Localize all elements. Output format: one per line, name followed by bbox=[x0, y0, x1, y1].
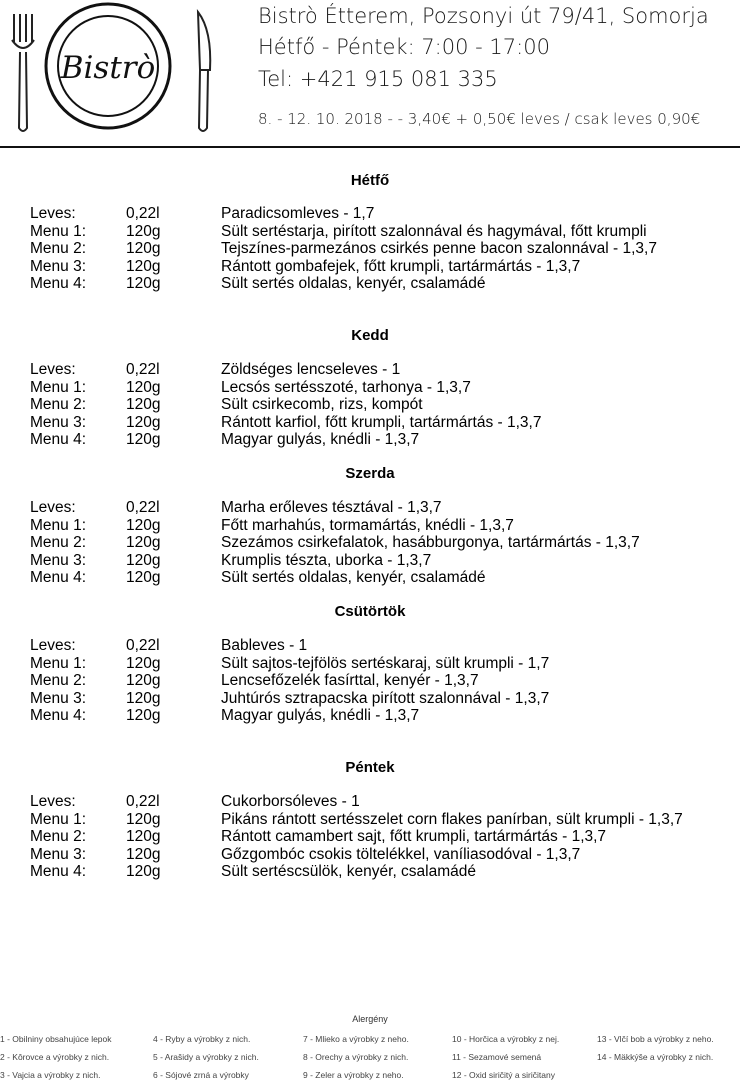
menu-row bbox=[30, 258, 730, 276]
day-title-monday: Hétfő bbox=[350, 172, 390, 189]
menu-row bbox=[30, 223, 730, 241]
row-quantity: 120g bbox=[126, 378, 161, 396]
row-label: Leves: bbox=[30, 361, 76, 378]
header-price-info: 8. - 12. 10. 2018 - - 3,40€ + 0,50€ leves / csak leves 0,90€ bbox=[258, 110, 701, 128]
day-title-friday: Péntek bbox=[345, 759, 395, 776]
row-label: Menu 2: bbox=[30, 396, 87, 413]
row-dish: Magyar gulyás, knédli - 1,3,7 bbox=[221, 431, 420, 448]
bistro-logo bbox=[0, 0, 250, 140]
row-dish: Sült sajtos-tejfölös sertéskaraj, sült krumpli - 1,7 bbox=[221, 654, 550, 672]
allergen-item: 11 - Sezamové semená bbox=[452, 1052, 542, 1062]
allergen-item: 4 - Ryby a výrobky z nich. bbox=[153, 1034, 251, 1044]
menu-row bbox=[30, 569, 730, 587]
row-dish: Cukorborsóleves - 1 bbox=[221, 793, 360, 810]
row-dish: Főtt marhahús, tormamártás, knédli - 1,3,7 bbox=[221, 516, 514, 534]
page-header bbox=[0, 0, 740, 150]
row-quantity: 0,22l bbox=[126, 637, 160, 654]
menu-row bbox=[30, 707, 730, 725]
day-title-tuesday: Kedd bbox=[351, 327, 389, 344]
menu-row bbox=[30, 672, 730, 690]
menu-row bbox=[30, 240, 730, 258]
row-quantity: 120g bbox=[126, 672, 161, 689]
row-quantity: 120g bbox=[126, 275, 161, 292]
menu-row bbox=[30, 431, 730, 449]
menu-row bbox=[30, 534, 730, 552]
row-dish: Rántott karfiol, főtt krumpli, tartármártás - 1,3,7 bbox=[221, 413, 542, 431]
row-dish: Sült sertés oldalas, kenyér, csalamádé bbox=[221, 275, 486, 292]
row-label: Menu 4: bbox=[30, 569, 87, 586]
allergen-item: 13 - Vlčí bob a výrobky z neho. bbox=[597, 1034, 714, 1044]
menu-row bbox=[30, 396, 730, 414]
menu-row bbox=[30, 499, 730, 517]
row-dish: Sült sertéscsülök, kenyér, csalamádé bbox=[221, 863, 477, 880]
row-label: Menu 1: bbox=[30, 516, 87, 534]
row-label: Leves: bbox=[30, 793, 76, 810]
row-dish: Pikáns rántott sertésszelet corn flakes panírban, sült krumpli - 1,3,7 bbox=[221, 810, 683, 828]
row-dish: Sült sertés oldalas, kenyér, csalamádé bbox=[221, 569, 486, 586]
menu-row bbox=[30, 414, 730, 432]
allergen-item: 8 - Orechy a výrobky z nich. bbox=[303, 1052, 409, 1062]
day-menu-tuesday bbox=[30, 361, 730, 449]
row-label: Menu 3: bbox=[30, 413, 87, 431]
knife-icon bbox=[198, 12, 210, 131]
row-dish: Marha erőleves tésztával - 1,3,7 bbox=[221, 499, 442, 516]
row-label: Menu 4: bbox=[30, 707, 87, 724]
row-label: Menu 2: bbox=[30, 240, 87, 257]
row-label: Menu 1: bbox=[30, 378, 87, 396]
row-quantity: 120g bbox=[126, 845, 161, 863]
menu-row bbox=[30, 655, 730, 673]
row-dish: Paradicsomleves - 1,7 bbox=[221, 205, 375, 222]
allergen-item: 9 - Zeler a výrobky z neho. bbox=[303, 1070, 404, 1080]
menu-row bbox=[30, 275, 730, 293]
row-quantity: 120g bbox=[126, 516, 161, 534]
menu-row bbox=[30, 552, 730, 570]
row-dish: Szezámos csirkefalatok, hasábburgonya, tartármártás - 1,3,7 bbox=[221, 534, 640, 551]
logo-text: Bistrò bbox=[60, 50, 156, 86]
row-label: Menu 3: bbox=[30, 551, 87, 569]
row-label: Menu 2: bbox=[30, 672, 87, 689]
menu-row bbox=[30, 361, 730, 379]
row-dish: Magyar gulyás, knédli - 1,3,7 bbox=[221, 707, 420, 724]
row-quantity: 120g bbox=[126, 863, 161, 880]
allergen-item: 12 - Oxid siričitý a siričitany bbox=[452, 1070, 555, 1080]
allergen-item: 3 - Vajcia a výrobky z nich. bbox=[0, 1070, 101, 1080]
row-label: Menu 4: bbox=[30, 275, 87, 292]
row-dish: Tejszínes-parmezános csirkés penne bacon szalonnával - 1,3,7 bbox=[221, 240, 657, 257]
row-quantity: 120g bbox=[126, 413, 161, 431]
row-dish: Sült csirkecomb, rizs, kompót bbox=[221, 396, 423, 413]
header-address: Bistrò Étterem, Pozsonyi út 79/41, Somorja bbox=[258, 4, 709, 28]
day-title-wednesday: Szerda bbox=[345, 465, 395, 482]
row-label: Menu 4: bbox=[30, 431, 87, 448]
row-quantity: 0,22l bbox=[126, 205, 160, 222]
row-quantity: 120g bbox=[126, 257, 161, 275]
row-quantity: 120g bbox=[126, 534, 161, 551]
row-dish: Bableves - 1 bbox=[221, 637, 308, 654]
allergen-item: 7 - Mlieko a výrobky z neho. bbox=[303, 1034, 409, 1044]
row-dish: Lecsós sertésszoté, tarhonya - 1,3,7 bbox=[221, 378, 471, 396]
header-divider bbox=[0, 146, 740, 148]
day-menu-monday bbox=[30, 205, 730, 293]
row-label: Menu 2: bbox=[30, 534, 87, 551]
menu-row bbox=[30, 379, 730, 397]
row-dish: Krumplis tészta, uborka - 1,3,7 bbox=[221, 551, 432, 569]
allergen-item: 10 - Horčica a výrobky z nej. bbox=[452, 1034, 560, 1044]
row-quantity: 120g bbox=[126, 222, 161, 240]
row-label: Menu 1: bbox=[30, 654, 87, 672]
header-hours: Hétfő - Péntek: 7:00 - 17:00 bbox=[258, 35, 550, 59]
row-quantity: 120g bbox=[126, 431, 161, 448]
row-quantity: 0,22l bbox=[126, 361, 160, 378]
row-quantity: 120g bbox=[126, 689, 161, 707]
row-quantity: 120g bbox=[126, 654, 161, 672]
allergen-title: Alergény bbox=[352, 1014, 388, 1024]
row-label: Leves: bbox=[30, 205, 76, 222]
menu-row bbox=[30, 828, 730, 846]
row-dish: Juhtúrós sztrapacska pirított szalonnával - 1,3,7 bbox=[221, 689, 550, 707]
menu-row bbox=[30, 863, 730, 881]
row-label: Menu 3: bbox=[30, 257, 87, 275]
allergen-item: 5 - Arašidy a výrobky z nich. bbox=[153, 1052, 259, 1062]
menu-row bbox=[30, 517, 730, 535]
header-phone: Tel: +421 915 081 335 bbox=[258, 67, 498, 91]
day-menu-friday bbox=[30, 793, 730, 881]
allergen-item: 1 - Obilniny obsahujúce lepok bbox=[0, 1034, 112, 1044]
row-quantity: 0,22l bbox=[126, 793, 160, 810]
row-label: Menu 1: bbox=[30, 810, 87, 828]
row-label: Menu 1: bbox=[30, 222, 87, 240]
fork-icon bbox=[12, 14, 34, 131]
row-quantity: 120g bbox=[126, 569, 161, 586]
row-quantity: 120g bbox=[126, 240, 161, 257]
day-menu-thursday bbox=[30, 637, 730, 725]
row-quantity: 120g bbox=[126, 707, 161, 724]
row-quantity: 0,22l bbox=[126, 499, 160, 516]
row-quantity: 120g bbox=[126, 810, 161, 828]
row-label: Menu 3: bbox=[30, 689, 87, 707]
row-label: Menu 4: bbox=[30, 863, 87, 880]
menu-row bbox=[30, 637, 730, 655]
row-dish: Zöldséges lencseleves - 1 bbox=[221, 361, 401, 378]
day-menu-wednesday bbox=[30, 499, 730, 587]
row-dish: Lencsefőzelék fasírttal, kenyér - 1,3,7 bbox=[221, 672, 479, 689]
allergen-item: 2 - Kôrovce a výrobky z nich. bbox=[0, 1052, 110, 1062]
allergen-item: 6 - Sójové zrná a výrobky bbox=[153, 1070, 249, 1080]
menu-row bbox=[30, 690, 730, 708]
row-label: Menu 2: bbox=[30, 828, 87, 845]
row-dish: Gőzgombóc csokis töltelékkel, vaníliasodóval - 1,3,7 bbox=[221, 845, 581, 863]
row-quantity: 120g bbox=[126, 828, 161, 845]
day-title-thursday: Csütörtök bbox=[334, 603, 406, 620]
row-quantity: 120g bbox=[126, 396, 161, 413]
row-label: Menu 3: bbox=[30, 845, 87, 863]
menu-row bbox=[30, 205, 730, 223]
row-label: Leves: bbox=[30, 637, 76, 654]
row-quantity: 120g bbox=[126, 551, 161, 569]
row-dish: Rántott gombafejek, főtt krumpli, tartármártás - 1,3,7 bbox=[221, 257, 581, 275]
menu-row bbox=[30, 793, 730, 811]
row-dish: Rántott camambert sajt, főtt krumpli, tartármártás - 1,3,7 bbox=[221, 828, 607, 845]
menu-row bbox=[30, 846, 730, 864]
row-dish: Sült sertéstarja, pirított szalonnával és hagymával, főtt krumpli bbox=[221, 222, 647, 240]
row-label: Leves: bbox=[30, 499, 76, 516]
allergen-item: 14 - Mäkkýše a výrobky z nich. bbox=[597, 1052, 714, 1062]
menu-row bbox=[30, 811, 730, 829]
